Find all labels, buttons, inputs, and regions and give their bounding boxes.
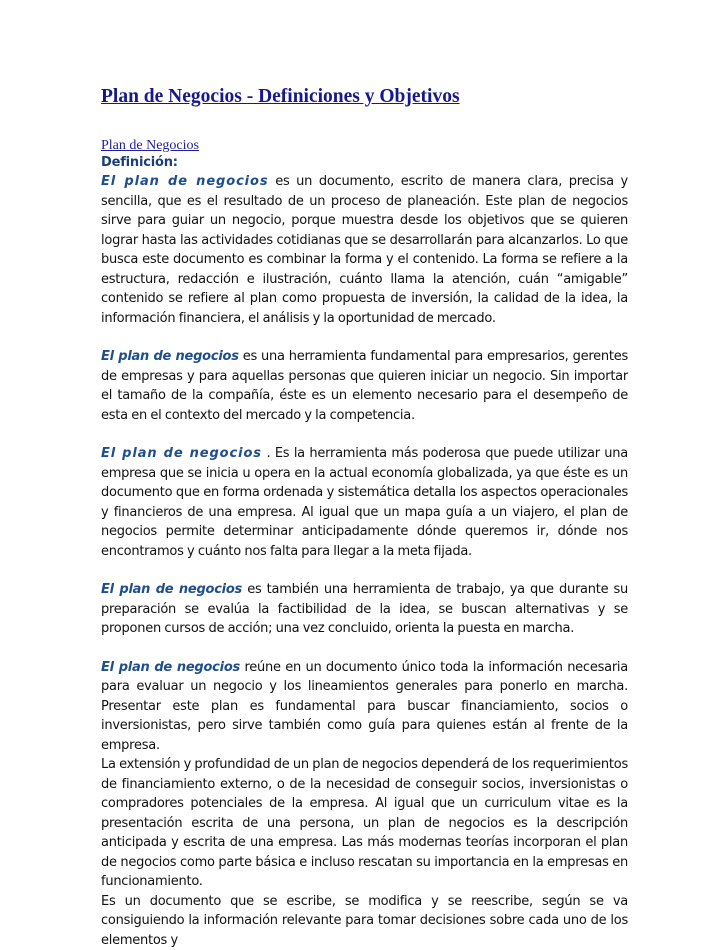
keyword-lead: El plan de negocios	[101, 582, 242, 597]
keyword-lead: El plan de negocios	[101, 349, 239, 364]
paragraph-6: La extensión y profundidad de un plan de negocios dependerá de los requerimientos de financiamiento externo, o de la necesidad de conseguir socios, inversionistas o compradores potenciales de la empresa. Al igual que un curriculum vitae es la presentación escrita de una persona, un plan de negocios es la descripción anticipada y escrita de una empresa. Las más modernas teorías incorporan el plan de negocios como parte básica e incluso rescatan su importancia en la empresas en funcionamiento.	[101, 755, 628, 892]
keyword-lead: El plan de negocios	[101, 174, 269, 189]
paragraph-text: . Es la herramienta más poderosa que puede utilizar una empresa que se inicia u opera en la actual economía globalizada, ya que éste es un documento que en forma ordenada y sistemática detalla los aspectos operacionales y financieros de una empresa. Al igual que un mapa guía a un viajero, el plan de negocios permite determinar anticipadamente dónde queremos ir, dónde nos encontramos y cuánto nos falta para llegar a la meta fijada.	[101, 446, 628, 559]
document-title[interactable]: Plan de Negocios - Definiciones y Objetivos	[101, 84, 628, 110]
paragraph-5	[101, 658, 628, 756]
paragraph-text: es también una herramienta de trabajo, ya que durante su preparación se evalúa la factibilidad de la idea, se buscan alternativas y se proponen cursos de acción; una vez concluido, orienta la puesta en marcha.	[101, 582, 628, 636]
paragraph-1	[101, 172, 628, 328]
keyword-lead: El plan de negocios	[101, 660, 240, 675]
paragraph-text: es un documento, escrito de manera clara, precisa y sencilla, que es el resultado de un proceso de planeación. Este plan de negocios sirve para guiar un negocio, porque muestra desde los objetivos que se quieren lograr hasta las actividades cotidianas que se desarrollarán para alcanzarlos. Lo que busca este documento es combinar la forma y el contenido. La forma se refiere a la estructura, redacción e ilustración, cuánto llama la atención, cuán “amigable” contenido se refiere al plan como propuesta de inversión, la calidad de la idea, la información financiera, el análisis y la oportunidad de mercado.	[101, 174, 628, 326]
paragraph-2	[101, 347, 628, 425]
paragraph-7: Es un documento que se escribe, se modifica y se reescribe, según se va consiguiendo la información relevante para tomar decisiones sobre cada uno de los elementos y	[101, 892, 628, 950]
paragraph-text: reúne en un documento único toda la información necesaria para evaluar un negocio y los lineamientos generales para ponerlo en marcha. Presentar este plan es fundamental para buscar financiamiento, socios o inversionistas, pero sirve también como guía para quienes están al frente de la empresa.	[101, 660, 628, 753]
subtitle-link[interactable]: Plan de Negocios	[101, 138, 628, 154]
keyword-lead: El plan de negocios	[101, 446, 262, 461]
paragraph-text: es una herramienta fundamental para empresarios, gerentes de empresas y para aquellas personas que quieren iniciar un negocio. Sin importar el tamaño de la compañía, éste es un elemento necesario para el desempeño de esta en el contexto del mercado y la competencia.	[101, 349, 628, 423]
paragraph-3	[101, 444, 628, 561]
document-page	[101, 84, 628, 950]
definition-label: Definición:	[101, 154, 628, 172]
paragraph-4	[101, 580, 628, 639]
